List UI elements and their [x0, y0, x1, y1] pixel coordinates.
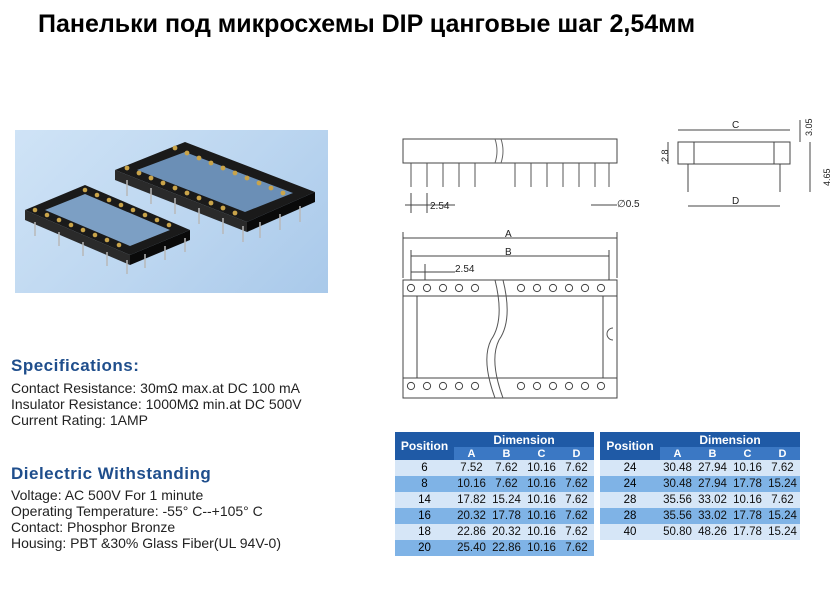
cell-position: 28: [600, 508, 660, 524]
dim-c-label: C: [732, 120, 740, 131]
cell-b: 7.62: [489, 476, 524, 492]
cell-a: 30.48: [660, 476, 695, 492]
position-header: Position: [600, 432, 660, 460]
cell-a: 22.86: [454, 524, 489, 540]
col-d-header: D: [765, 447, 800, 460]
cell-d: 15.24: [765, 476, 800, 492]
table-row: [395, 524, 594, 540]
cell-c: 10.16: [730, 492, 765, 508]
cell-b: 20.32: [489, 524, 524, 540]
cell-d: 7.62: [765, 492, 800, 508]
cell-b: 17.78: [489, 508, 524, 524]
cell-a: 35.56: [660, 492, 695, 508]
cell-d: 7.62: [559, 524, 594, 540]
cell-c: 17.78: [730, 524, 765, 540]
table-row: [600, 460, 800, 476]
table-row: [395, 460, 594, 476]
dim-4-65-label: 4.65: [822, 168, 832, 186]
cell-d: 15.24: [765, 524, 800, 540]
cell-a: 17.82: [454, 492, 489, 508]
dimension-header: Dimension: [660, 432, 800, 447]
table-row: [395, 476, 594, 492]
dim-d-label: D: [732, 196, 740, 207]
col-c-header: C: [730, 447, 765, 460]
cell-d: 7.62: [765, 460, 800, 476]
cell-position: 28: [600, 492, 660, 508]
pin-diameter-label: ∅0.5: [617, 199, 640, 210]
dielectric-heading: Dielectric Withstanding: [11, 464, 212, 483]
table-row: [395, 492, 594, 508]
cell-c: 10.16: [524, 540, 559, 556]
cell-a: 20.32: [454, 508, 489, 524]
position-header: Position: [395, 432, 454, 460]
cell-d: 7.62: [559, 492, 594, 508]
cell-b: 48.26: [695, 524, 730, 540]
dielectric-temperature: Operating Temperature: -55° C--+105° C: [11, 503, 263, 519]
cell-a: 30.48: [660, 460, 695, 476]
end-view-drawing: [650, 110, 835, 220]
cell-b: 33.02: [695, 508, 730, 524]
dim-a-label: A: [505, 229, 512, 240]
cell-b: 22.86: [489, 540, 524, 556]
cell-b: 15.24: [489, 492, 524, 508]
cell-position: 8: [395, 476, 454, 492]
dip-socket-illustration: [15, 130, 328, 293]
spec-insulator-resistance: Insulator Resistance: 1000MΩ min.at DC 500V: [11, 396, 302, 412]
page-title: Панельки под микросхемы DIP цанговые шаг 2,54мм: [38, 10, 696, 38]
top-view-drawing: [395, 228, 630, 408]
dim-3-05-label: 3.05: [804, 118, 814, 136]
cell-c: 10.16: [730, 460, 765, 476]
cell-b: 33.02: [695, 492, 730, 508]
cell-a: 35.56: [660, 508, 695, 524]
table-row: [600, 492, 800, 508]
cell-d: 7.62: [559, 508, 594, 524]
cell-position: 24: [600, 476, 660, 492]
side-view-drawing: [395, 125, 640, 215]
cell-position: 6: [395, 460, 454, 476]
cell-b: 7.62: [489, 460, 524, 476]
dielectric-housing: Housing: PBT &30% Glass Fiber(UL 94V-0): [11, 535, 282, 551]
dip-socket-photo: [15, 130, 328, 293]
dim-b-label: B: [505, 247, 512, 258]
table-row: [600, 476, 800, 492]
cell-c: 17.78: [730, 476, 765, 492]
cell-a: 7.52: [454, 460, 489, 476]
spec-contact-resistance: Contact Resistance: 30mΩ max.at DC 100 mA: [11, 380, 301, 396]
col-d-header: D: [559, 447, 594, 460]
cell-c: 10.16: [524, 492, 559, 508]
cell-position: 14: [395, 492, 454, 508]
cell-position: 16: [395, 508, 454, 524]
cell-position: 20: [395, 540, 454, 556]
table-row: [395, 540, 594, 556]
cell-c: 10.16: [524, 524, 559, 540]
dimensions-table-left: [395, 432, 594, 556]
cell-c: 10.16: [524, 508, 559, 524]
cell-position: 18: [395, 524, 454, 540]
pitch-label-bottom: 2.54: [455, 264, 475, 275]
pitch-label-top: 2.54: [430, 201, 450, 212]
dimension-header: Dimension: [454, 432, 594, 447]
cell-position: 24: [600, 460, 660, 476]
table-row: [600, 508, 800, 524]
specifications-heading: Specifications:: [11, 356, 140, 375]
cell-a: 25.40: [454, 540, 489, 556]
cell-b: 27.94: [695, 476, 730, 492]
spec-current-rating: Current Rating: 1AMP: [11, 412, 148, 428]
dielectric-contact: Contact: Phosphor Bronze: [11, 519, 176, 535]
col-c-header: C: [524, 447, 559, 460]
col-b-header: B: [695, 447, 730, 460]
table-row: [395, 508, 594, 524]
cell-c: 10.16: [524, 476, 559, 492]
cell-d: 15.24: [765, 508, 800, 524]
cell-b: 27.94: [695, 460, 730, 476]
cell-a: 50.80: [660, 524, 695, 540]
col-a-header: A: [660, 447, 695, 460]
col-a-header: A: [454, 447, 489, 460]
dielectric-voltage: Voltage: AC 500V For 1 minute: [11, 487, 204, 503]
col-b-header: B: [489, 447, 524, 460]
cell-position: 40: [600, 524, 660, 540]
cell-c: 10.16: [524, 460, 559, 476]
table-row: [600, 524, 800, 540]
cell-d: 7.62: [559, 460, 594, 476]
cell-d: 7.62: [559, 476, 594, 492]
cell-c: 17.78: [730, 508, 765, 524]
dim-2-8-label: 2.8: [660, 149, 670, 162]
cell-d: 7.62: [559, 540, 594, 556]
cell-a: 10.16: [454, 476, 489, 492]
dimensions-table-right: [600, 432, 800, 540]
